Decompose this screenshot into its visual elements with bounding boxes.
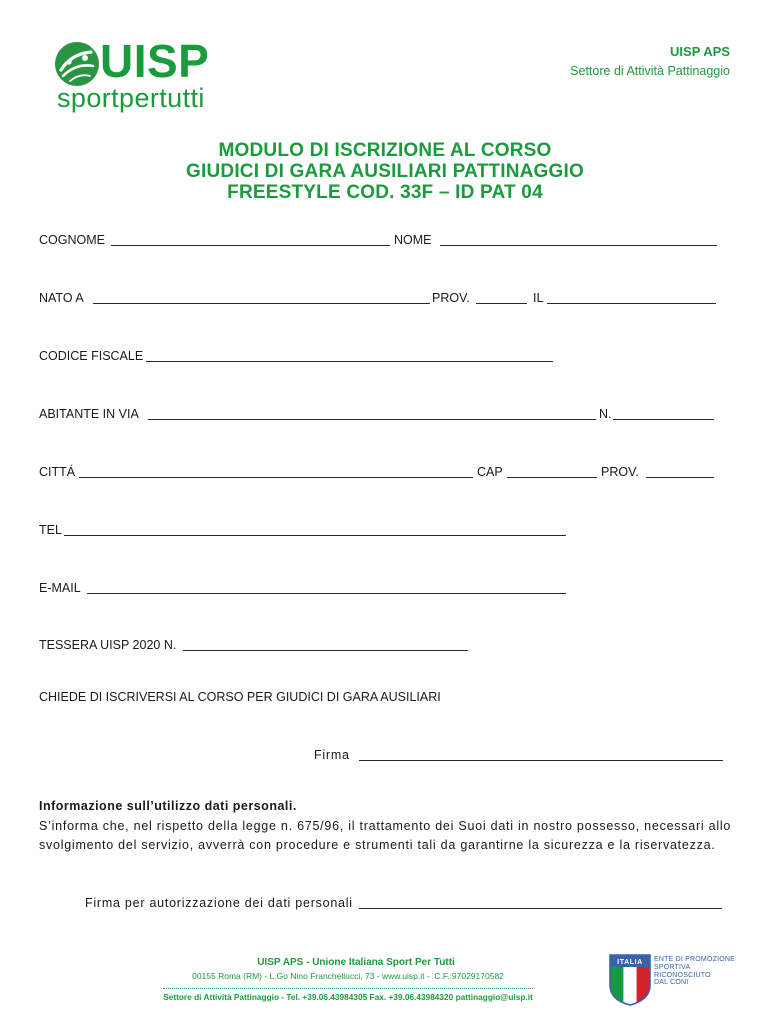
indirizzo-label: ABITANTE IN VIA bbox=[39, 407, 139, 421]
cognome-label: COGNOME bbox=[39, 233, 105, 247]
numero-civico-field[interactable] bbox=[613, 406, 714, 420]
cap-field[interactable] bbox=[507, 464, 597, 478]
tessera-label: TESSERA UISP 2020 N. bbox=[39, 638, 177, 652]
firma-field[interactable] bbox=[359, 747, 723, 761]
footer-org-name: UISP APS - Unione Italiana Sport Per Tutti bbox=[257, 957, 455, 968]
flag-green-stripe bbox=[610, 967, 623, 1007]
uisp-emblem-icon bbox=[54, 41, 100, 87]
coni-recognition-text bbox=[654, 956, 735, 987]
citta-field[interactable] bbox=[79, 464, 473, 478]
privacy-title: Informazione sull’utilizzo dati personali. bbox=[39, 799, 297, 813]
cap-label: CAP bbox=[477, 465, 503, 479]
coni-text-line-4: DAL CONI bbox=[654, 979, 689, 987]
firma-label: Firma bbox=[314, 748, 350, 762]
nome-field[interactable] bbox=[440, 232, 717, 246]
email-label: E-MAIL bbox=[39, 581, 81, 595]
prov-residenza-label: PROV. bbox=[601, 465, 639, 479]
footer-contacts: Settore di Attività Pattinaggio - Tel. +39.06.43984305 Fax. +39.06.43984320 pattinaggio@uisp.it bbox=[163, 992, 533, 1002]
header-sector: Settore di Attività Pattinaggio bbox=[570, 64, 730, 78]
coni-text-line-1: ENTE DI PROMOZIONE bbox=[654, 956, 735, 963]
prov-residenza-field[interactable] bbox=[646, 464, 714, 478]
form-title-line-3: FREESTYLE COD. 33F – ID PAT 04 bbox=[227, 182, 543, 203]
uisp-logo-wordmark: UISP bbox=[100, 35, 210, 87]
data-nascita-field[interactable] bbox=[547, 290, 716, 304]
coni-text-line-3: RICONOSCIUTO bbox=[654, 971, 711, 979]
luogo-nascita-field[interactable] bbox=[93, 290, 430, 304]
indirizzo-field[interactable] bbox=[148, 406, 596, 420]
citta-label: CITTÁ bbox=[39, 465, 76, 479]
flag-red-stripe bbox=[637, 967, 650, 1007]
codice-fiscale-label: CODICE FISCALE bbox=[39, 349, 144, 363]
nato-a-label: NATO A bbox=[39, 291, 84, 305]
footer-address: 00155 Roma (RM) - L.Go Nino Franchellucci, 73 - www.uisp.it - C.F.:97029170582 bbox=[192, 971, 504, 981]
codice-fiscale-field[interactable] bbox=[146, 348, 553, 362]
prov-nascita-field[interactable] bbox=[476, 290, 527, 304]
numero-civico-label: N. bbox=[599, 407, 612, 421]
privacy-firma-field[interactable] bbox=[359, 895, 722, 909]
uisp-logo bbox=[54, 35, 214, 120]
email-field[interactable] bbox=[87, 580, 566, 594]
coni-italia-shield-icon bbox=[608, 953, 652, 1007]
footer-divider bbox=[163, 988, 533, 989]
tessera-field[interactable] bbox=[183, 637, 468, 651]
form-title-line-1: MODULO DI ISCRIZIONE AL CORSO bbox=[218, 140, 552, 161]
coni-text-line-2: SPORTIVA bbox=[654, 963, 691, 971]
nome-label: NOME bbox=[394, 233, 432, 247]
tel-field[interactable] bbox=[64, 522, 566, 536]
privacy-text-line-2: svolgimento del servizio, avverrà con procedure e strumenti tali da garantirne la sicurezza e la riservatezza. bbox=[39, 838, 716, 852]
privacy-text-line-1: S’informa che, nel rispetto della legge n. 675/96, il trattamento dei Suoi dati in nostro possesso, necessari allo bbox=[39, 819, 732, 833]
prov-nascita-label: PROV. bbox=[432, 291, 470, 305]
data-nascita-label: IL bbox=[533, 291, 544, 305]
form-title-line-2: GIUDICI DI GARA AUSILIARI PATTINAGGIO bbox=[186, 161, 584, 182]
coni-badge-label: ITALIA bbox=[617, 959, 643, 966]
uisp-logo-tagline: sportpertutti bbox=[57, 83, 205, 113]
request-statement: CHIEDE DI ISCRIVERSI AL CORSO PER GIUDICI DI GARA AUSILIARI bbox=[39, 690, 441, 704]
privacy-firma-label: Firma per autorizzazione dei dati personali bbox=[85, 896, 353, 910]
header-org-name: UISP APS bbox=[670, 44, 730, 59]
cognome-field[interactable] bbox=[111, 232, 390, 246]
tel-label: TEL bbox=[39, 523, 62, 537]
